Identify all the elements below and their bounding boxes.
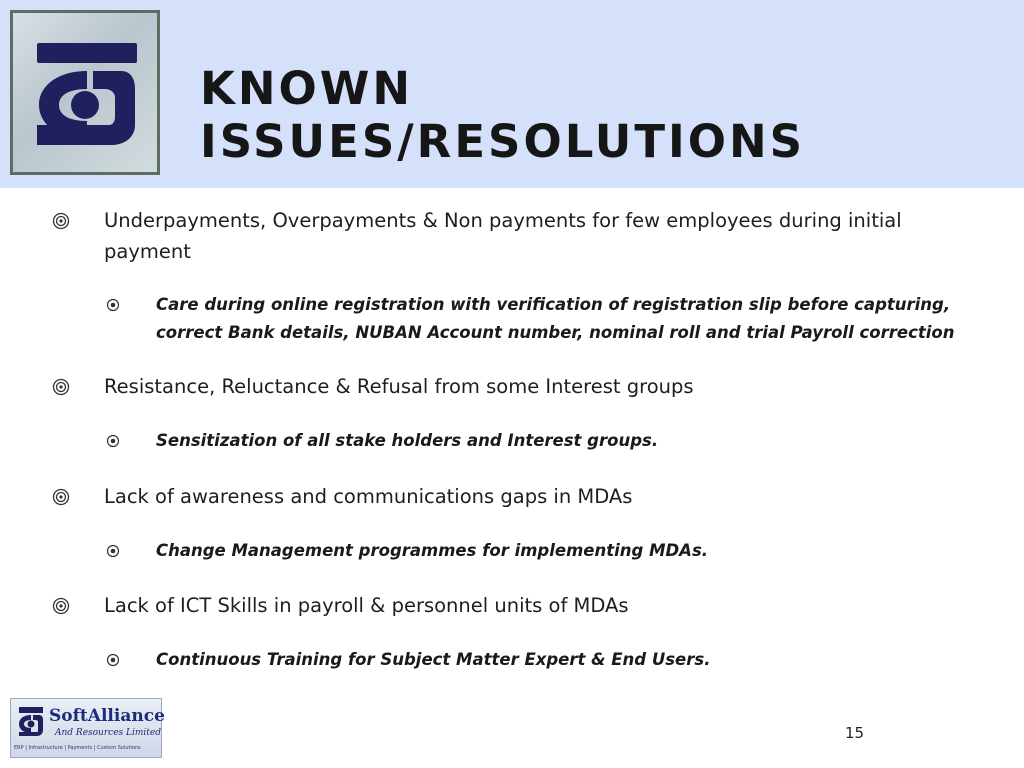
resolution-text: Continuous Training for Subject Matter Expert & End Users. bbox=[156, 650, 711, 669]
dot-circle-bullet-icon bbox=[106, 653, 120, 667]
issue-text: Lack of ICT Skills in payroll & personnel units of MDAs bbox=[104, 594, 629, 617]
ring-bullet-icon bbox=[52, 597, 70, 615]
brand-subtitle: And Resources Limited bbox=[55, 728, 161, 738]
resolution-text: Change Management programmes for implementing MDAs. bbox=[156, 541, 709, 560]
issue-text: Resistance, Reluctance & Refusal from some Interest groups bbox=[104, 375, 694, 398]
dot-circle-bullet-icon bbox=[106, 434, 120, 448]
logo-mark-icon bbox=[16, 705, 46, 739]
resolution-text: Care during online registration with verification of registration slip before capturing, correct Bank details, NUBAN Account number, nominal roll and trial Payroll correction bbox=[156, 295, 955, 342]
slide-title: KNOWN ISSUES/RESOLUTIONS bbox=[200, 62, 806, 168]
page-number: 15 bbox=[845, 724, 865, 742]
title-banner bbox=[0, 0, 1024, 188]
brand-name: SoftAlliance bbox=[49, 706, 165, 726]
brand-tagline: ERP | Infrastructure | Payments | Custom Solutions bbox=[14, 745, 141, 751]
softalliance-logo bbox=[10, 698, 165, 758]
ring-bullet-icon bbox=[52, 488, 70, 506]
resolution-text: Sensitization of all stake holders and Interest groups. bbox=[156, 431, 659, 450]
company-logo bbox=[10, 10, 160, 175]
dot-circle-bullet-icon bbox=[106, 298, 120, 312]
ring-bullet-icon bbox=[52, 378, 70, 396]
logo-mark-icon bbox=[13, 13, 157, 172]
ring-bullet-icon bbox=[52, 212, 70, 230]
issue-text: Underpayments, Overpayments & Non payments for few employees during initial payment bbox=[104, 209, 902, 263]
issue-text: Lack of awareness and communications gaps in MDAs bbox=[104, 485, 633, 508]
dot-circle-bullet-icon bbox=[106, 544, 120, 558]
